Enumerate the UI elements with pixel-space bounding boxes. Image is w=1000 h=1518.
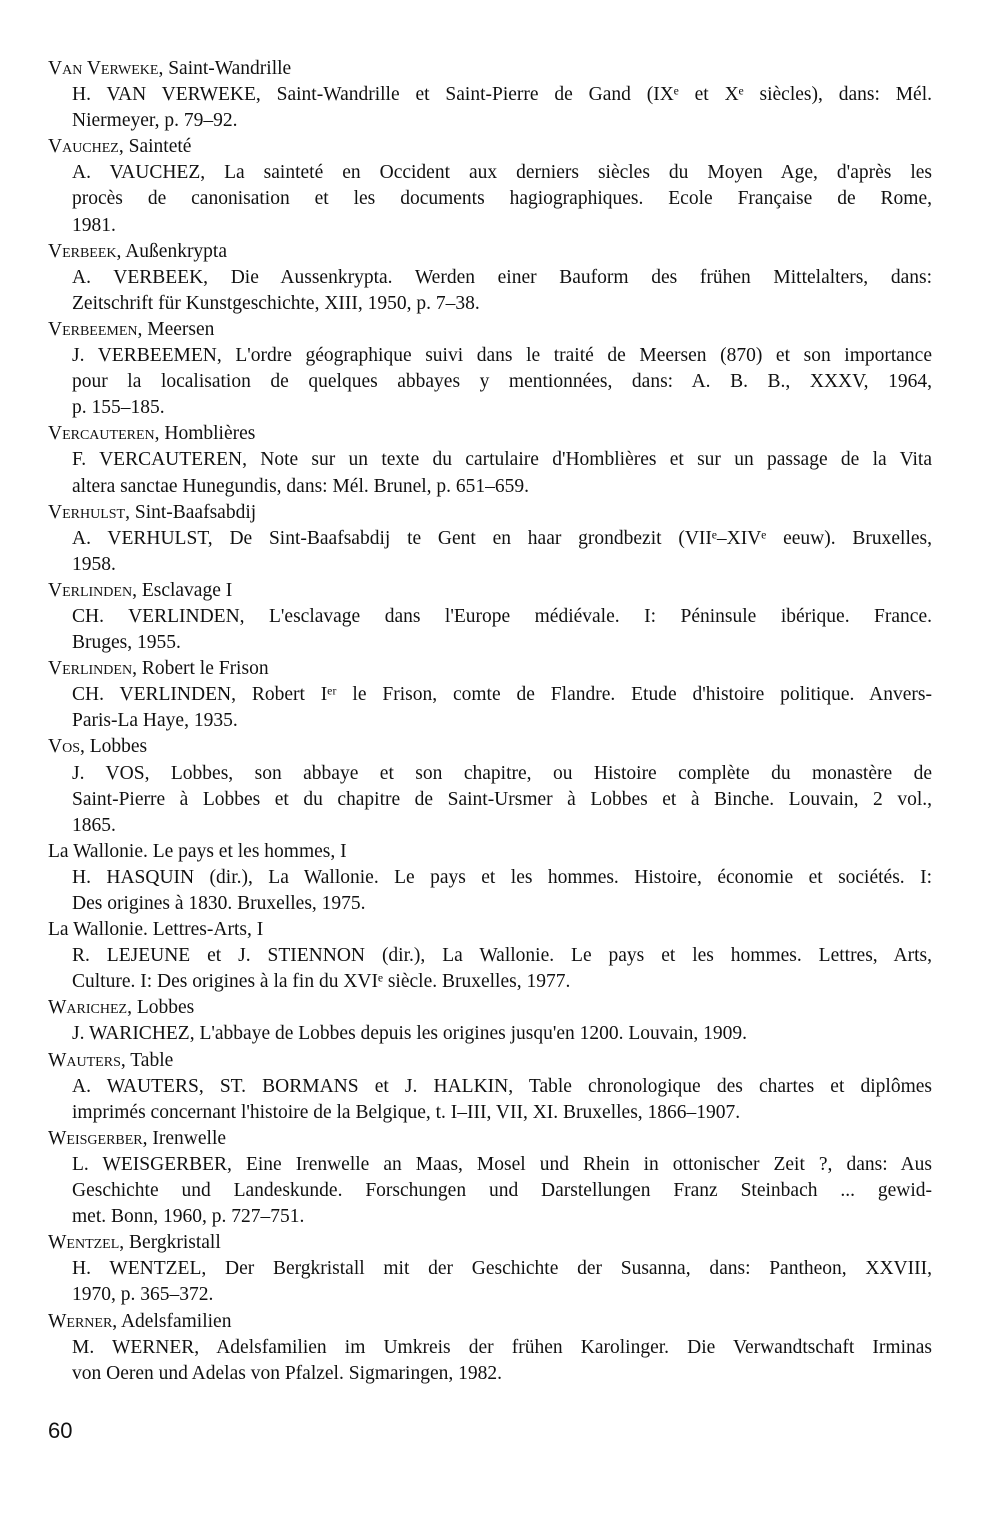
bibliography-entry — [48, 656, 932, 734]
citation-line: Bruges, 1955. — [72, 632, 181, 654]
entry-citation — [48, 343, 932, 421]
citation-line: 1865. — [72, 814, 116, 836]
bibliography-entry — [48, 1309, 932, 1387]
entry-short-title — [48, 317, 932, 343]
citation-line: A. WAUTERS, ST. BORMANS et J. HALKIN, Table chronologique des chartes et diplômes — [72, 1075, 932, 1097]
bibliography-entry — [48, 995, 932, 1047]
entry-author-smallcaps: Wauters — [48, 1049, 121, 1071]
entry-short-title-text: , Robert le Frison — [132, 658, 269, 680]
entry-short-title-text: , Sint-Baafsabdij — [125, 501, 257, 523]
citation-line: met. Bonn, 1960, p. 727–751. — [72, 1206, 305, 1228]
citation-line: Des origines à 1830. Bruxelles, 1975. — [72, 893, 366, 914]
entry-author-smallcaps: Vauchez — [48, 136, 119, 158]
entry-short-title-text: , Meersen — [137, 318, 215, 340]
page-number: 60 — [48, 1418, 73, 1443]
citation-line: H. WENTZEL, Der Bergkristall mit der Geschichte der Susanna, dans: Pantheon, XXVIII, — [72, 1258, 932, 1280]
entry-author-smallcaps: Vos — [48, 736, 80, 758]
entry-citation — [48, 1021, 932, 1047]
entry-author-smallcaps: Verlinden — [48, 658, 133, 680]
citation-line: A. VERHULST, De Sint-Baafsabdij te Gent en haar grondbezit (VIIᵉ–XIVᵉ eeuw). Bruxelles, — [72, 527, 932, 549]
bibliography-entry — [48, 734, 932, 838]
entry-short-title-text: , Bergkristall — [119, 1232, 221, 1254]
citation-line: imprimés concernant l'histoire de la Belgique, t. I–III, VII, XI. Bruxelles, 1866–1907. — [72, 1101, 741, 1123]
entry-citation — [48, 1256, 932, 1308]
citation-line: 1958. — [72, 553, 116, 575]
entry-short-title-text: , Adelsfamilien — [112, 1310, 232, 1332]
entry-citation — [48, 160, 932, 238]
entry-short-title-text: La Wallonie. Lettres-Arts, I — [48, 919, 264, 941]
citation-line: H. HASQUIN (dir.), La Wallonie. Le pays et les hommes. Histoire, économie et sociétés. I: — [72, 866, 932, 888]
entry-short-title — [48, 239, 932, 265]
entry-author-smallcaps: Van Verweke — [48, 58, 159, 79]
citation-line: altera sanctae Hunegundis, dans: Mél. Brunel, p. 651–659. — [72, 475, 530, 497]
entry-author-smallcaps: Verbeek — [48, 240, 117, 262]
citation-line: J. VERBEEMEN, L'ordre géographique suivi dans le traité de Meersen (870) et son importance — [72, 345, 932, 367]
citation-line: F. VERCAUTEREN, Note sur un texte du cartulaire d'Homblières et sur un passage de la Vita — [72, 449, 932, 471]
citation-line: Paris-La Haye, 1935. — [72, 710, 238, 732]
entry-citation — [48, 82, 932, 134]
entry-citation — [48, 1152, 932, 1230]
bibliography-entry — [48, 1126, 932, 1230]
entry-author-smallcaps: Verbeemen — [48, 318, 138, 340]
entry-citation — [48, 1074, 932, 1126]
entry-short-title — [48, 1048, 932, 1074]
entry-author-smallcaps: Verlinden — [48, 579, 133, 601]
bibliography-entry — [48, 1048, 932, 1126]
entry-citation — [48, 526, 932, 578]
citation-line: 1970, p. 365–372. — [72, 1284, 214, 1306]
citation-line: M. WERNER, Adelsfamilien im Umkreis der frühen Karolinger. Die Verwandtschaft Irminas — [72, 1336, 932, 1358]
entry-short-title — [48, 656, 932, 682]
entry-author-smallcaps: Werner — [48, 1310, 113, 1332]
entry-author-smallcaps: Weisgerber — [48, 1127, 143, 1149]
entry-short-title — [48, 56, 932, 82]
bibliography-entry — [48, 500, 932, 578]
bibliography-entry — [48, 421, 932, 499]
entry-author-smallcaps: Vercauteren — [48, 423, 155, 445]
entry-short-title — [48, 421, 932, 447]
entry-short-title — [48, 1309, 932, 1335]
citation-line: pour la localisation de quelques abbayes y mentionnées, dans: A. B. B., XXXV, 1964, — [72, 371, 932, 393]
entry-short-title — [48, 995, 932, 1021]
bibliography-entry — [48, 578, 932, 656]
entry-citation — [48, 682, 932, 734]
citation-line: p. 155–185. — [72, 397, 165, 419]
bibliography-entry — [48, 317, 932, 421]
citation-line: von Oeren und Adelas von Pfalzel. Sigmaringen, 1982. — [72, 1362, 502, 1384]
citation-line: H. VAN VERWEKE, Saint-Wandrille et Saint-Pierre de Gand (IXᵉ et Xᵉ siècles), dans: Mél. — [72, 84, 932, 106]
entry-short-title-text: , Esclavage I — [132, 579, 233, 601]
entry-short-title — [48, 1126, 932, 1152]
entry-short-title-text: , Homblières — [154, 423, 256, 445]
citation-line: Geschichte und Landeskunde. Forschungen und Darstellungen Franz Steinbach ... gewid- — [72, 1180, 932, 1202]
entry-short-title — [48, 1230, 932, 1256]
entry-short-title-text: , Außenkrypta — [116, 240, 228, 262]
entry-citation — [48, 265, 932, 317]
entry-citation — [48, 447, 932, 499]
citation-line: A. VERBEEK, Die Aussenkrypta. Werden einer Bauform des frühen Mittelalters, dans: — [72, 266, 932, 288]
entry-citation — [48, 943, 932, 995]
entry-short-title — [48, 134, 932, 160]
bibliography-entry — [48, 917, 932, 995]
bibliography-entry — [48, 56, 932, 134]
citation-line: R. LEJEUNE et J. STIENNON (dir.), La Wallonie. Le pays et les hommes. Lettres, Arts, — [72, 945, 932, 967]
entry-author-smallcaps: Warichez — [48, 997, 128, 1019]
citation-line: J. WARICHEZ, L'abbaye de Lobbes depuis les origines jusqu'en 1200. Louvain, 1909. — [72, 1023, 747, 1045]
bibliography-page — [48, 56, 932, 1387]
entry-citation — [48, 865, 932, 917]
bibliography-entry — [48, 1230, 932, 1308]
citation-line: J. VOS, Lobbes, son abbaye et son chapitre, ou Histoire complète du monastère de — [72, 762, 932, 784]
citation-line: Zeitschrift für Kunstgeschichte, XIII, 1950, p. 7–38. — [72, 292, 480, 314]
citation-line: Niermeyer, p. 79–92. — [72, 110, 238, 132]
entry-short-title — [48, 500, 932, 526]
entry-short-title — [48, 917, 932, 943]
entry-short-title-text: , Table — [120, 1049, 174, 1071]
entry-author-smallcaps: Verhulst — [48, 501, 126, 523]
entry-short-title-text: , Irenwelle — [142, 1127, 227, 1149]
entry-short-title — [48, 734, 932, 760]
entry-short-title-text: , Saint-Wandrille — [158, 58, 292, 79]
bibliography-entry — [48, 239, 932, 317]
citation-line: CH. VERLINDEN, L'esclavage dans l'Europe médiévale. I: Péninsule ibérique. France. — [72, 605, 932, 627]
entry-citation — [48, 1335, 932, 1387]
entry-citation — [48, 604, 932, 656]
citation-line: L. WEISGERBER, Eine Irenwelle an Maas, Mosel und Rhein in ottonischer Zeit ?, dans: Aus — [72, 1153, 932, 1175]
citation-line: CH. VERLINDEN, Robert Iᵉʳ le Frison, comte de Flandre. Etude d'histoire politique. Anvers- — [72, 684, 932, 706]
entry-author-smallcaps: Wentzel — [48, 1232, 120, 1254]
citation-line: A. VAUCHEZ, La sainteté en Occident aux derniers siècles du Moyen Age, d'après les — [72, 162, 932, 184]
entry-short-title-text: , Lobbes — [127, 997, 195, 1019]
entry-citation — [48, 761, 932, 839]
citation-line: Saint-Pierre à Lobbes et du chapitre de Saint-Ursmer à Lobbes et à Binche. Louvain, 2 vol., — [72, 788, 932, 810]
bibliography-entry — [48, 134, 932, 238]
entry-short-title — [48, 578, 932, 604]
entry-short-title-text: La Wallonie. Le pays et les hommes, I — [48, 840, 347, 862]
entry-short-title — [48, 839, 932, 865]
citation-line: Culture. I: Des origines à la fin du XVIᵉ siècle. Bruxelles, 1977. — [72, 971, 571, 993]
entry-short-title-text: , Sainteté — [118, 136, 192, 158]
citation-line: procès de canonisation et les documents hagiographiques. Ecole Française de Rome, — [72, 188, 932, 210]
entry-short-title-text: , Lobbes — [79, 736, 148, 758]
citation-line: 1981. — [72, 214, 116, 236]
bibliography-entry — [48, 839, 932, 917]
